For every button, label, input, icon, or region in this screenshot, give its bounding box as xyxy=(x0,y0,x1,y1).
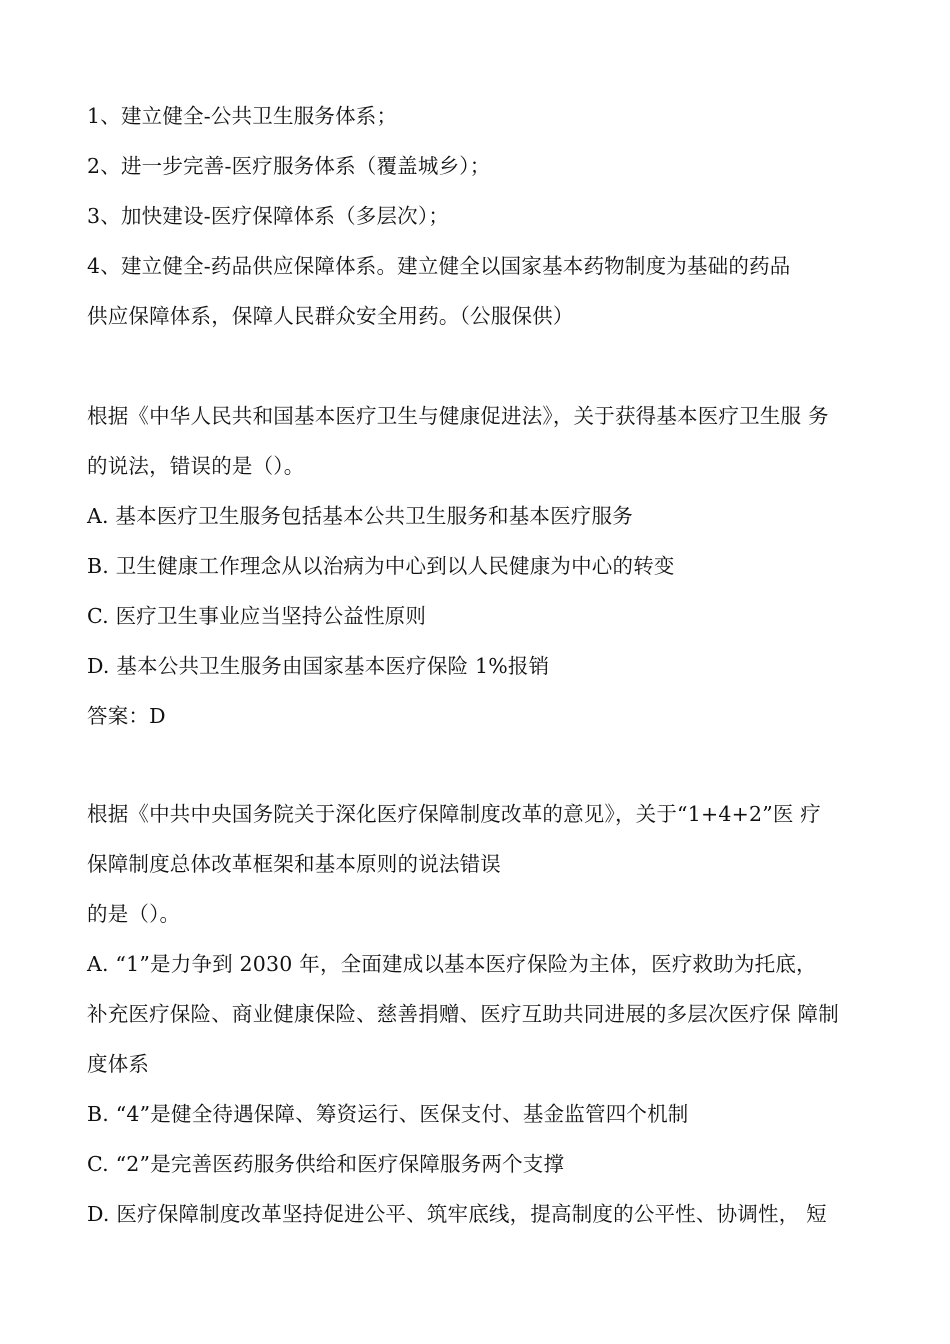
question-2-option-a-end: 度体系 xyxy=(87,1052,150,1076)
question-1-stem-continued: 的说法，错误的是（）。 xyxy=(87,454,305,478)
list-item-drug-supply: 4、建立健全-药品供应保障体系。建立健全以国家基本药物制度为基础的药品 xyxy=(87,254,791,278)
list-item-medical-security: 3、加快建设-医疗保障体系（多层次）； xyxy=(87,204,450,228)
question-1-option-a: A. 基本医疗卫生服务包括基本公共卫生服务和基本医疗服务 xyxy=(87,504,633,528)
question-1-option-d: D. 基本公共卫生服务由国家基本医疗保险 1%报销 xyxy=(87,654,550,678)
question-2-stem-continued: 保障制度总体改革框架和基本原则的说法错误 xyxy=(87,852,501,876)
question-2-option-b: B. “4”是健全待遇保障、筹资运行、医保支付、基金监管四个机制 xyxy=(87,1102,689,1126)
question-1-option-c: C. 医疗卫生事业应当坚持公益性原则 xyxy=(87,604,427,628)
question-1-option-b: B. 卫生健康工作理念从以治病为中心到以人民健康为中心的转变 xyxy=(87,554,675,578)
list-item-public-health: 1、建立健全-公共卫生服务体系； xyxy=(87,104,398,128)
question-2-option-a: A. “1”是力争到 2030 年，全面建成以基本医疗保险为主体，医疗救助为托底， xyxy=(87,952,817,976)
list-item-drug-supply-continued: 供应保障体系，保障人民群众安全用药。（公服保供） xyxy=(87,304,574,328)
question-1-stem: 根据《中华人民共和国基本医疗卫生与健康促进法》，关于获得基本医疗卫生服 务 xyxy=(87,404,829,428)
question-2-option-a-continued: 补充医疗保险、商业健康保险、慈善捐赠、医疗互助共同进展的多层次医疗保 障制 xyxy=(87,1002,839,1026)
question-2-option-d: D. 医疗保障制度改革坚持促进公平、筑牢底线，提高制度的公平性、协调性， 短 xyxy=(87,1202,827,1226)
list-item-medical-service: 2、进一步完善-医疗服务体系（覆盖城乡）； xyxy=(87,154,491,178)
question-1-answer: 答案：D xyxy=(87,704,166,728)
question-2-option-c: C. “2”是完善医药服务供给和医疗保障服务两个支撑 xyxy=(87,1152,565,1176)
question-2-stem-end: 的是（）。 xyxy=(87,902,181,926)
question-2-stem: 根据《中共中央国务院关于深化医疗保障制度改革的意见》，关于“1+4+2”医 疗 xyxy=(87,802,822,826)
